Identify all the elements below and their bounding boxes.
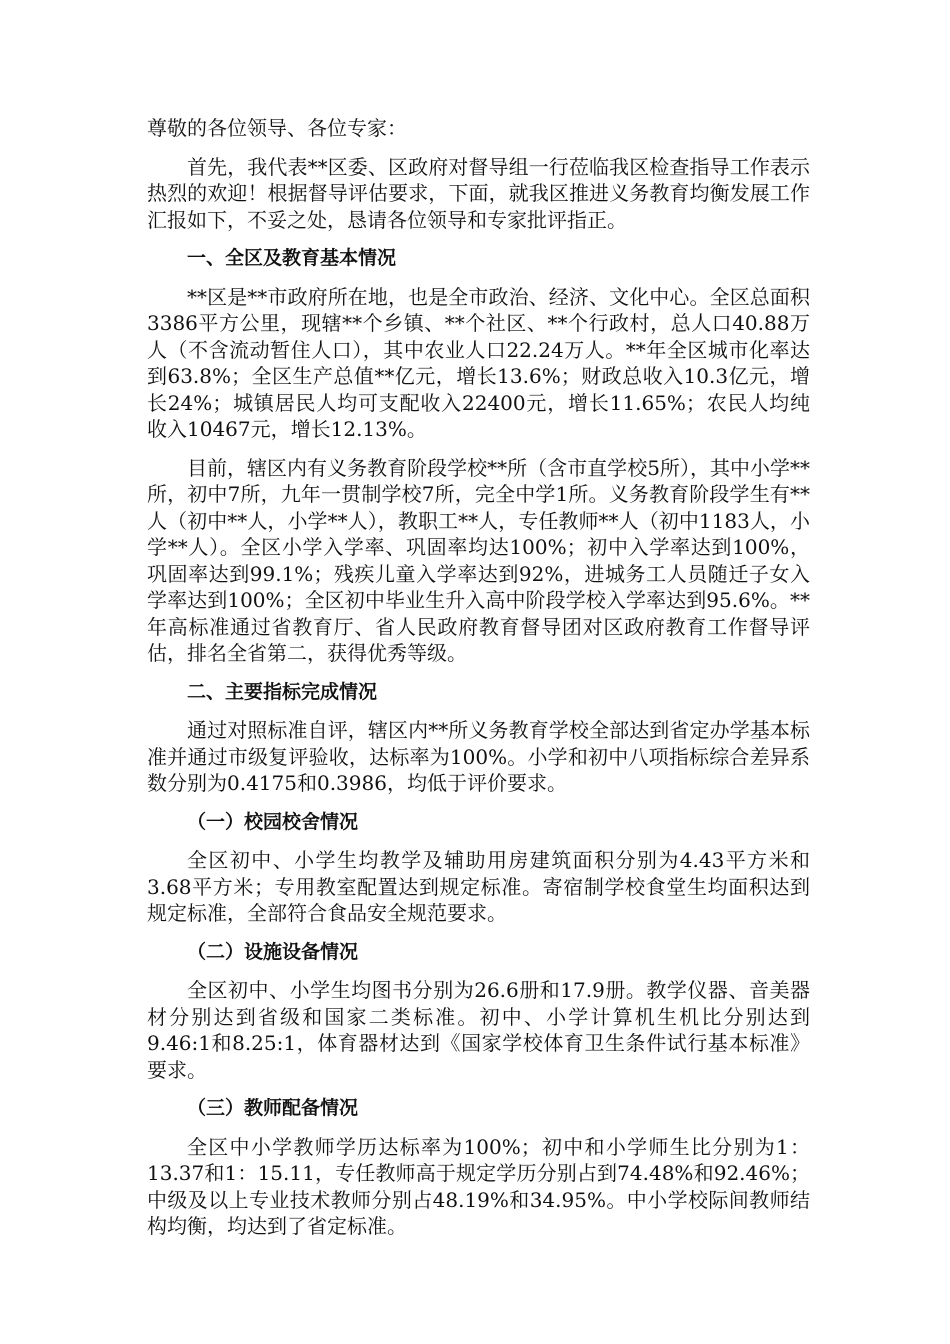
document-page xyxy=(147,115,810,1252)
indicators-paragraph: 通过对照标准自评，辖区内**所义务教育学校全部达到省定办学基本标准并通过市级复评验收，达标率为100%。小学和初中八项指标综合差异系数分别为0.4175和0.3986，均低于评价要求。 xyxy=(147,718,810,795)
section-heading-indicators: 二、主要指标完成情况 xyxy=(187,680,378,703)
schools-overview-paragraph: 目前，辖区内有义务教育阶段学校**所（含市直学校5所），其中小学**所，初中7所，九年一贯制学校7所，完全中学1所。义务教育阶段学生有**人（初中**人，小学**人），教职工**人，专任教师**人（初中1183人，小学**人）。全区小学入学率、巩固率均达100%；初中入学率达到100%，巩固率达到99.1%；残疾儿童入学率达到92%，进城务工人员随迁子女入学率达到100%；全区初中毕业生升入高中阶段学校入学率达到95.6%。**年高标准通过省教育厅、省人民政府教育督导团对区政府教育工作督导评估，排名全省第二，获得优秀等级。 xyxy=(147,455,810,665)
section-heading-basic-info: 一、全区及教育基本情况 xyxy=(187,247,397,269)
district-overview-paragraph: **区是**市政府所在地，也是全市政治、经济、文化中心。全区总面积3386平方公里，现辖**个乡镇、**个社区、**个行政村，总人口40.88万人（不含流动暂住人口），其中农业人口22.24万人。**年全区城市化率达到63.8%；全区生产总值**亿元，增长13.6%；财政总收入10.3亿元，增长24%；城镇居民人均可支配收入22400元，增长11.65%；农民人均纯收入10467元，增长12.13%。 xyxy=(147,284,810,441)
subsection-heading-facilities: （二）设施设备情况 xyxy=(187,940,359,963)
intro-paragraph: 首先，我代表**区委、区政府对督导组一行莅临我区检查指导工作表示热烈的欢迎！根据督导评估要求，下面，就我区推进义务教育均衡发展工作汇报如下，不妥之处，恳请各位领导和专家批评指正。 xyxy=(147,154,810,232)
campus-paragraph: 全区初中、小学生均教学及辅助用房建筑面积分别为4.43平方米和3.68平方米；专用教室配置达到规定标准。寄宿制学校食堂生均面积达到规定标准，全部符合食品安全规范要求。 xyxy=(147,848,810,925)
subsection-heading-campus: （一）校园校舍情况 xyxy=(187,810,359,833)
greeting: 尊敬的各位领导、各位专家： xyxy=(147,116,407,140)
subsection-heading-teachers: （三）教师配备情况 xyxy=(187,1097,359,1119)
facilities-paragraph: 全区初中、小学生均图书分别为26.6册和17.9册。教学仪器、音美器材分别达到省级和国家二类标准。初中、小学计算机生机比分别达到9.46:1和8.25:1，体育器材达到《国家学校体育卫生条件试行基本标准》要求。 xyxy=(147,978,810,1082)
teachers-paragraph: 全区中小学教师学历达标率为100%；初中和小学师生比分别为1：13.37和1：15.11，专任教师高于规定学历分别占到74.48%和92.46%；中级及以上专业技术教师分别占48.19%和34.95%。中小学校际间教师结构均衡，均达到了省定标准。 xyxy=(147,1134,810,1238)
